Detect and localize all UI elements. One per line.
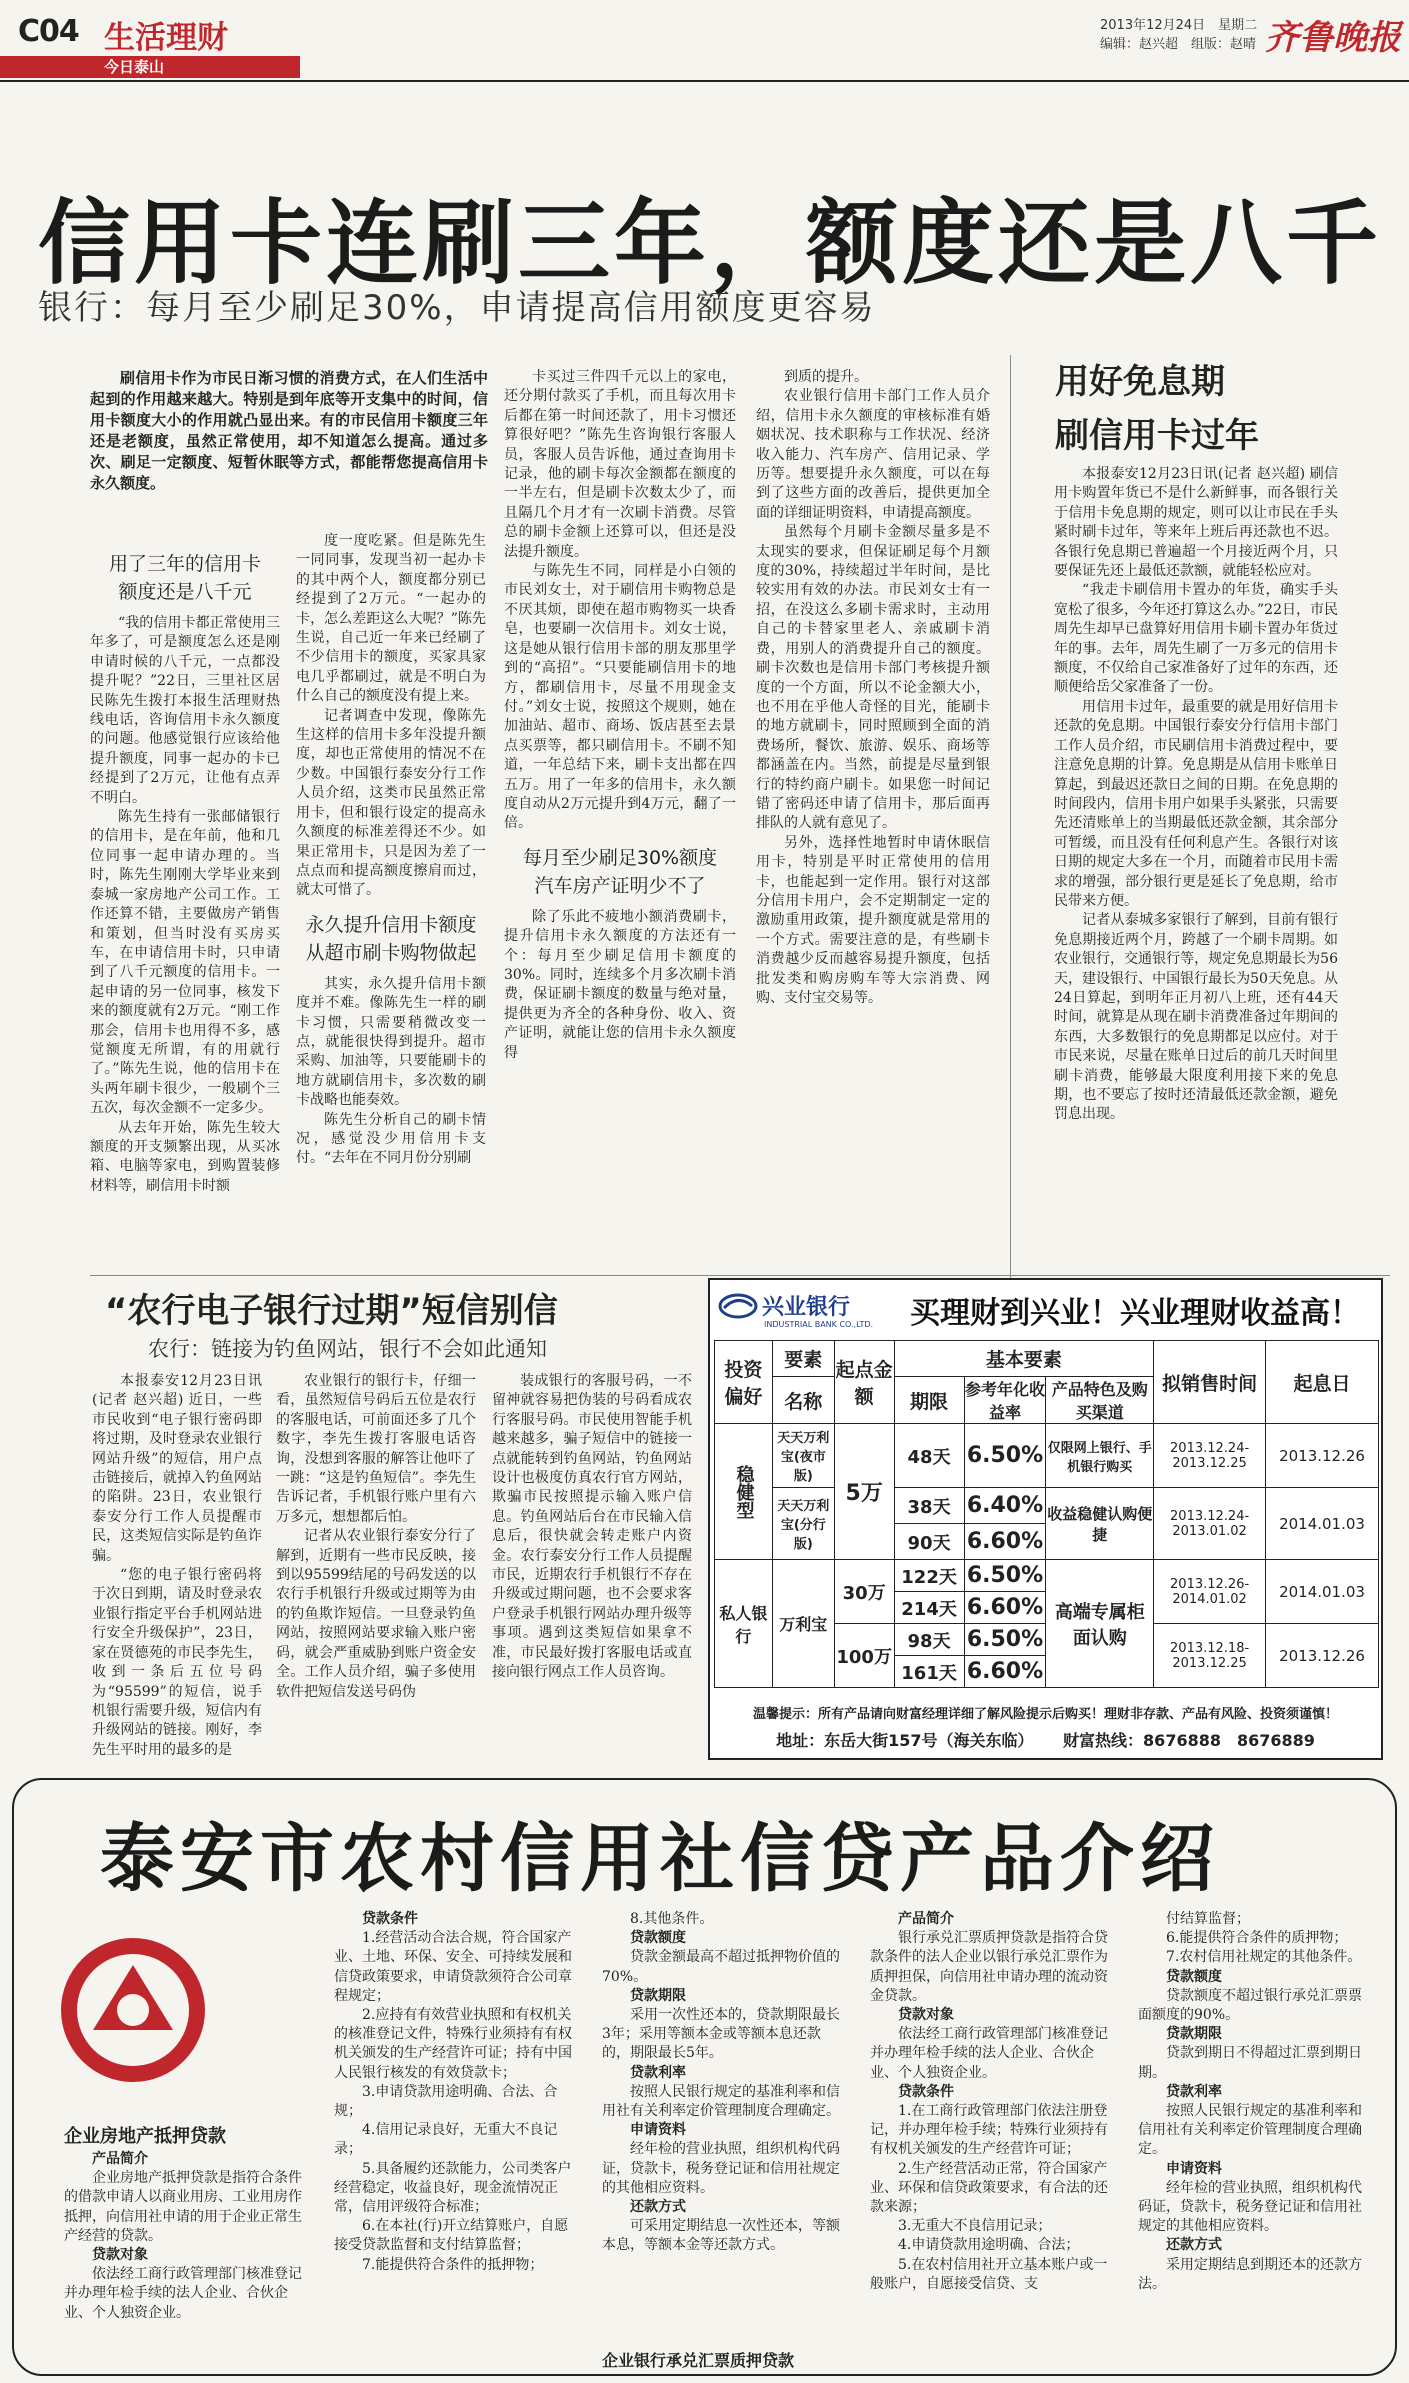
row-period: 38天 bbox=[894, 1488, 964, 1524]
a2-col2-body bbox=[276, 1372, 476, 1702]
subheading: 贷款额度 bbox=[630, 1930, 686, 1947]
paragraph: 可采用定期结息一次性还本，等额本息，等额本金等还款方式。 bbox=[602, 2218, 840, 2254]
article2-title: “农行电子银行过期”短信别信 bbox=[105, 1291, 558, 1331]
paragraph: 7.农村信用社规定的其他条件。 bbox=[1166, 1949, 1362, 1966]
paragraph: 2.生产经营活动正常，符合国家产业、环保和信贷政策要求，有合法的还款来源； bbox=[870, 2160, 1108, 2216]
ad-contact bbox=[710, 1728, 1381, 1751]
article1-subtitle: 银行：每月至少刷足30%，申请提高信用额度更容易 bbox=[38, 288, 876, 328]
paragraph: 陈先生持有一张邮储银行的信用卡，是在年前，他和几位同事一起申请办理的。当时，陈先生刚刚大学毕业来到泰城一家房地产公司工作。工作还算不错，主要做房产销售和策划，但当时没有买房买车，在申请信用卡时，只申请到了八千元额度的信用卡。一起申请的另一位同事，核发下来的额度就有2万元。“刚工作那会，信用卡也用得不多，感觉额度无所谓，有的用就行了。”陈先生说，他的信用卡在头两年刷卡很少，一般刷个三五次，每次金额不一定多少。 bbox=[90, 809, 280, 1117]
row-period: 48天 bbox=[894, 1424, 964, 1488]
row-rate: 6.60% bbox=[964, 1524, 1046, 1560]
paragraph: 按照人民银行规定的基准利率和信用社有关利率定价管理制度合理确定。 bbox=[602, 2083, 840, 2120]
paragraph: 付结算监督； bbox=[1166, 1911, 1250, 1927]
subheading: 贷款对象 bbox=[898, 2007, 954, 2024]
row-period: 214天 bbox=[894, 1592, 964, 1624]
subsection-label: 今日泰山 bbox=[104, 58, 165, 76]
paragraph: 依法经工商行政管理部门核准登记并办理年检手续的法人企业、合伙企业、个人独资企业。 bbox=[870, 2026, 1108, 2081]
b-col3-body bbox=[602, 1910, 848, 2256]
subheading: 还款方式 bbox=[1166, 2237, 1222, 2254]
bank-name: 兴业银行 bbox=[762, 1295, 851, 1320]
paragraph: 从去年开始，陈先生较大额度的开支频繁出现，从买冰箱、电脑等家电，到购置装修材料等，刷信用卡时额 bbox=[90, 1119, 280, 1194]
subheading: 贷款利率 bbox=[1166, 2083, 1222, 2100]
paragraph: 贷款额度不超过银行承兑汇票票面额度的90%。 bbox=[1138, 1987, 1362, 2024]
row-sale: 2013.12.26-2014.01.02 bbox=[1154, 1560, 1266, 1624]
ad-hotline: 财富热线：8676888 8676889 bbox=[1063, 1731, 1315, 1750]
row-period: 98天 bbox=[894, 1624, 964, 1656]
subheading: 贷款条件 bbox=[898, 2083, 954, 2100]
bank-logo-icon bbox=[718, 1292, 758, 1320]
bottom-col2 bbox=[334, 1910, 580, 2370]
table-row bbox=[715, 1560, 1379, 1592]
th-name: 名称 bbox=[772, 1377, 834, 1424]
th-sale: 拟销售时间 bbox=[1154, 1341, 1266, 1424]
paragraph: 6.在本社(行)开立结算账户，自愿接受贷款监督和支付结算监督； bbox=[334, 2218, 569, 2254]
side-article-body bbox=[1054, 465, 1338, 1280]
article2-subtitle: 农行：链接为钓鱼网站，银行不会如此通知 bbox=[148, 1337, 547, 1361]
bottom-col3 bbox=[602, 1910, 848, 2350]
col3-body bbox=[504, 368, 736, 834]
paragraph: 贷款到期日不得超过汇票到期日期。 bbox=[1138, 2045, 1362, 2081]
lead-text: 刷信用卡作为市民日渐习惯的消费方式，在人们生活中起到的作用越来越大。特别是到年底等开支集中的时间，信用卡额度大小的作用就凸显出来。有的市民信用卡额度三年还是老额度，虽然正常使用，却不知道怎么提高。通过多次、刷足一定额度、短暂休眠等方式，都能帮您提高信用卡永久额度。 bbox=[90, 369, 488, 492]
ad-slogan: 买理财到兴业！兴业理财收益高！ bbox=[910, 1296, 1360, 1331]
th-basic: 基本要素 bbox=[894, 1341, 1154, 1377]
subheading: 贷款条件 bbox=[362, 1911, 418, 1927]
paragraph: “我走卡刷信用卡置办的年货，确实手头宽松了很多，今年还打算这么办。”22日，市民周先生却早已盘算好用信用卡刷卡置办年货过年的事。去年，周先生刷了一万多元的信用卡额度，不仅给自己家准备好了过年的东西，还顺便给岳父家准备了一份。 bbox=[1054, 582, 1338, 696]
paragraph: 本报泰安12月23日讯(记者 赵兴超) 近日，一些市民收到“电子银行密码即将过期，及时登录农业银行网站升级”的短信，用户点击链接后，就掉入钓鱼网站的陷阱。23日，农业银行泰安分行工作人员提醒市民，这类短信实际是钓鱼诈骗。 bbox=[92, 1373, 262, 1564]
article1-subhead1: 用了三年的信用卡 额度还是八千元 bbox=[108, 553, 261, 603]
paragraph: 3.申请贷款用途明确、合法、合规； bbox=[334, 2083, 558, 2120]
side-article-title: 用好免息期 刷信用卡过年 bbox=[1055, 362, 1259, 456]
product1-label: 企业房地产抵押贷款 bbox=[64, 2126, 226, 2147]
col1-body bbox=[90, 614, 280, 1196]
paragraph: 经年检的营业执照，组织机构代码证，贷款卡，税务登记证和信用社规定的其他相应资料。 bbox=[1138, 2179, 1362, 2235]
paragraph: 装成银行的客服号码，一不留神就容易把伪装的号码看成农行客服号码。市民使用智能手机越来越多，骗子短信中的链接一点就能转到钓鱼网站，钓鱼网站设计也极度仿真农行官方网站，欺骗市民按照提示输入账户信息。钓鱼网站后台在市民输入信息后，很快就会转走账户内资金。农行泰安分行工作人员提醒市民，近期农行手机银行不存在升级或过期问题，也不会要求客户登录手机银行网站办理升级等事项。遇到这类短信如果拿不准，市民最好拨打客服电话或直接向银行网点工作人员咨询。 bbox=[492, 1373, 692, 1681]
paragraph: 1.在工商行政管理部门依法注册登记，并办理年检手续；特殊行业须持有有权机关颁发的生产经营许可证； bbox=[870, 2103, 1108, 2158]
table-row bbox=[715, 1488, 1379, 1524]
paragraph: 1.经营活动合法合规，符合国家产业、土地、环保、安全、可持续发展和信贷政策要求，申请贷款须符合公司章程规定； bbox=[334, 1930, 572, 2004]
row-date: 2013.12.26 bbox=[1266, 1424, 1379, 1488]
private-name: 万利宝 bbox=[772, 1560, 834, 1688]
paragraph: 农业银行的银行卡，仔细一看，虽然短信号码后五位是农行的客服电话，可前面还多了几个数字，李先生拨打客服电话咨询，没想到客服的解答让他吓了一跳：“这是钓鱼短信”。李先生告诉记者，手机银行账户里有六万多元，想想都后怕。 bbox=[276, 1373, 476, 1525]
row-date: 2014.01.03 bbox=[1266, 1560, 1379, 1624]
row-date: 2013.12.26 bbox=[1266, 1624, 1379, 1688]
article1-lead bbox=[90, 368, 488, 494]
paragraph: 3.无重大不良信用记录； bbox=[898, 2218, 1052, 2235]
row-rate: 6.60% bbox=[964, 1592, 1046, 1624]
paragraph: 记者从农业银行泰安分行了解到，近期有一些市民反映，接到以95599结尾的号码发送的以农行手机银行升级或过期等为由的钓鱼欺诈短信。一旦登录钓鱼网站，按照网站要求输入账户密码，就会严重威胁到账户资金安全。工作人员介绍，骗子多使用软件把短信发送号码伪 bbox=[276, 1528, 476, 1700]
row-rate: 6.50% bbox=[964, 1624, 1046, 1656]
section-divider bbox=[90, 1275, 1390, 1276]
paragraph: 除了乐此不疲地小额消费刷卡，提升信用卡永久额度的方法还有一个：每月至少刷足信用卡额度的30%。同时，连续多个月多次刷卡消费，保证刷卡额度的数量与绝对量，提供更为齐全的各种身份、收入、资产证明，就能让您的信用卡永久额度得 bbox=[504, 908, 736, 1061]
paragraph: 陈先生分析自己的刷卡情况，感觉没少用信用卡支付。“去年在不同月份分别刷 bbox=[296, 1111, 486, 1167]
paragraph: 虽然每个月刷卡金额尽量多是不太现实的要求，但保证刷足每个月额度的30%，持续超过半年时间，是比较实用有效的办法。市民刘女士有一招，在没这么多刷卡需求时，主动用自己的卡替家里老人、亲戚刷卡消费，用别人的消费提升自己的额度。刷卡次数也是信用卡部门考核提升额度的一个方面，所以不论金额大小，也不用在乎他人奇怪的目光，能刷卡的地方就刷卡，同时照顾到全面的消费场所，餐饮、旅游、娱乐、商场等都涵盖在内。当然，前提是尽量到银行的特约商户刷卡。如果您一时间记错了密码还申请了信用卡，那后面再排队的人就有意见了。 bbox=[756, 524, 990, 832]
th-period: 期限 bbox=[894, 1377, 964, 1424]
article1-subhead3: 每月至少刷足30%额度 汽车房产证明少不了 bbox=[522, 846, 718, 897]
row-feature: 高端专属柜面认购 bbox=[1046, 1560, 1154, 1688]
paragraph: “我的信用卡都正常使用三年多了，可是额度怎么还是刚申请时候的八千元，一点都没提升呢？”22日，三里社区居民陈先生拨打本报生活理财热线电话，咨询信用卡永久额度的问题。他感觉银行应该给他提升额度，同事一起办的卡已经提到了2万元，让他有点弄不明白。 bbox=[90, 615, 280, 806]
paragraph: 卡买过三件四千元以上的家电，还分期付款买了手机，而且每次用卡后都在第一时间还款了，用卡习惯还算很好吧？”陈先生咨询银行客服人员，客服人员告诉他，通过查询用卡记录，他的刷卡每次金额都在额度的一半左右，但是刷卡次数太少了，而且隔几个月才有一次刷卡消费。尽管总的刷卡金额上还算可以，但还是没法提升额度。 bbox=[504, 369, 736, 560]
subheading: 产品简介 bbox=[898, 1911, 954, 1927]
row-feature: 收益稳健认购便捷 bbox=[1046, 1488, 1154, 1560]
paragraph: 到质的提升。 bbox=[784, 369, 868, 385]
paragraph: 6.能提供符合条件的质押物； bbox=[1166, 1930, 1348, 1947]
row-rate: 6.40% bbox=[964, 1488, 1046, 1524]
subheading: 产品简介 bbox=[92, 2151, 148, 2167]
row-sale: 2013.12.24-2013.12.25 bbox=[1154, 1424, 1266, 1488]
subheading: 申请资料 bbox=[1166, 2160, 1222, 2177]
article1-col1 bbox=[90, 540, 280, 1280]
paragraph: 用信用卡过年，最重要的就是用好信用卡还款的免息期。中国银行泰安分行信用卡部门工作人员介绍，市民刷信用卡消费过程中，要注意免息期的计算。免息期是从信用卡账单日算起，到最迟还款日之间的日期。在免息期的时间段内，信用卡用户如果手头紧张，只需要先还清账单上的当期最低还款金额，其余部分可暂缓，而且没有任何利息产生。各银行对该日期的规定大多在一个月，而随着市民用卡需求的增强，部分银行更是延长了免息期，给市民带来方便。 bbox=[1054, 698, 1338, 909]
subsection-bar bbox=[0, 56, 300, 78]
credit-union-logo-icon bbox=[58, 1935, 208, 2085]
article2-col1 bbox=[92, 1372, 262, 1772]
paragraph: 4.信用记录良好，无重大不良记录； bbox=[334, 2122, 558, 2158]
subheading: 申请资料 bbox=[630, 2122, 686, 2139]
paragraph: 8.其他条件。 bbox=[630, 1911, 714, 1927]
paragraph: 企业房地产抵押贷款是指符合条件的借款申请人以商业用房、工业用房作抵押，向信用社申请的用于企业正常生产经营的贷款。 bbox=[64, 2170, 302, 2244]
col2-body bbox=[296, 532, 486, 901]
paragraph: 与陈先生不同，同样是小白领的市民刘女士，对于刷信用卡购物总是不厌其烦，即使在超市购物买一块香皂，也要刷一次信用卡。刘女士说，这是她从银行信用卡部的朋友那里学到的“高招”。“只要能刷信用卡的地方，都刷信用卡，尽量不用现金支付。”刘女士说，按照这个规则，她在加油站、超市、商场、饭店甚至去景点买票等，都只刷信用卡。不刷不知道，一年总结下来，刷卡支出都在四五万。用了一年多的信用卡，永久额度自动从2万元提升到4万元，翻了一倍。 bbox=[504, 563, 736, 832]
newspaper-logo: 齐鲁晚报 bbox=[1265, 18, 1401, 58]
row-period: 161天 bbox=[894, 1656, 964, 1688]
section-title: 生活理财 bbox=[104, 20, 228, 56]
credit-union-title: 泰安市农村信用社信贷产品介绍 bbox=[100, 1816, 1220, 1902]
b-col4-body bbox=[870, 1910, 1116, 2294]
paragraph: 7.能提供符合条件的抵押物； bbox=[362, 2256, 544, 2273]
th-feature: 产品特色及购买渠道 bbox=[1046, 1377, 1154, 1424]
row-name: 天天万利宝(分行版) bbox=[772, 1488, 834, 1560]
paragraph: 按照人民银行规定的基准利率和信用社有关利率定价管理制度合理确定。 bbox=[1138, 2103, 1362, 2158]
paragraph: 记者从泰城多家银行了解到，目前有银行免息期接近两个月，跨越了一个刷卡周期。如农业银行，交通银行等，规定免息期最长为56天，建设银行、中国银行最长为50天免息。从24日算起，到明年正月初八上班，还有44天时间，就算是从现在刷卡消费准备过年期间的东西，大多数银行的免息期都足以应付。对于市民来说，尽量在账单日过后的前几天时间里刷卡消费，能够最大限度利用接下来的免息期，也不要忘了按时还清最低还款金额，避免罚息出现。 bbox=[1054, 912, 1338, 1123]
paragraph: 采用定期结息到期还本的还款方法。 bbox=[1138, 2256, 1362, 2292]
row-period: 122天 bbox=[894, 1560, 964, 1592]
th-rate: 参考年化收益率 bbox=[964, 1377, 1046, 1424]
a2-col3-body bbox=[492, 1372, 692, 1683]
article1-col3 bbox=[504, 368, 736, 1280]
paragraph: 经年检的营业执照，组织机构代码证，贷款卡，税务登记证和信用社规定的其他相应资料。 bbox=[602, 2141, 840, 2196]
th-start: 起点金额 bbox=[834, 1341, 894, 1424]
pref-steady: 稳健型 bbox=[715, 1424, 773, 1560]
paragraph: 5.具备履约还款能力，公司类客户经营稳定，收益良好，现金流情况正常，信用评级符合标准； bbox=[334, 2160, 572, 2216]
article1-col2 bbox=[296, 532, 486, 1280]
header-divider bbox=[0, 80, 1409, 82]
article1-subhead2: 永久提升信用卡额度 从超市刷卡购物做起 bbox=[305, 913, 477, 964]
row-period: 90天 bbox=[894, 1524, 964, 1560]
table-row bbox=[715, 1424, 1379, 1488]
article2-col2 bbox=[276, 1372, 476, 1772]
subheading: 贷款期限 bbox=[1166, 2026, 1222, 2043]
row-amount: 100万 bbox=[834, 1624, 894, 1688]
column-divider bbox=[1010, 355, 1011, 1280]
pref-private: 私人银行 bbox=[715, 1560, 773, 1688]
paragraph: 5.在农村信用社开立基本账户或一般账户，自愿接受信贷、支 bbox=[870, 2256, 1108, 2292]
row-name: 天天万利宝(夜市版) bbox=[772, 1424, 834, 1488]
article1-col4 bbox=[756, 368, 990, 1280]
article2-col3 bbox=[492, 1372, 692, 1772]
th-date: 起息日 bbox=[1266, 1341, 1379, 1424]
row-sale: 2013.12.18-2013.12.25 bbox=[1154, 1624, 1266, 1688]
bottom-col5 bbox=[1138, 1910, 1368, 2370]
paragraph: “您的电子银行密码将于次日到期，请及时登录农业银行指定平台手机网站进行安全升级保护”，23日，家在贤德苑的市民李先生，收到一条后五位号码为“95599”的短信，说手机银行需要升级，短信内有升级网站的链接。刚好，李先生平时用的最多的是 bbox=[92, 1567, 262, 1758]
row-feature: 仅限网上银行、手机银行购买 bbox=[1046, 1424, 1154, 1488]
b-col2-body bbox=[334, 1910, 580, 2275]
a2-col1-body bbox=[92, 1372, 262, 1760]
paragraph: 依法经工商行政管理部门核准登记并办理年检手续的法人企业、合伙企业、个人独资企业。 bbox=[64, 2266, 302, 2321]
article1-title: 信用卡连刷三年，额度还是八千 bbox=[38, 190, 1383, 297]
paragraph: 其实，永久提升信用卡额度并不难。像陈先生一样的刷卡习惯，只需要稍微改变一点，就能很快得到提升。超市采购、加油等，只要能刷卡的地方就刷信用卡，多次数的刷卡战略也能奏效。 bbox=[296, 975, 486, 1109]
row-date: 2014.01.03 bbox=[1266, 1488, 1379, 1560]
product2-label: 企业银行承兑汇票质押贷款 bbox=[602, 2351, 795, 2370]
col2b-body bbox=[296, 975, 486, 1169]
wealth-product-table bbox=[714, 1340, 1379, 1688]
th-pref: 投资偏好 bbox=[715, 1341, 773, 1424]
col3b-body bbox=[504, 908, 736, 1063]
page-code: C04 bbox=[18, 14, 79, 49]
row-rate: 6.50% bbox=[964, 1560, 1046, 1592]
issue-date: 2013年12月24日 星期二 bbox=[1100, 18, 1258, 33]
paragraph: 贷款金额最高不超过抵押物价值的70%。 bbox=[602, 1949, 840, 1985]
row-rate: 6.60% bbox=[964, 1656, 1046, 1688]
paragraph: 2.应持有有效营业执照和有权机关的核准登记文件，特殊行业须持有有权机关颁发的生产经营许可证；持有中国人民银行核发的有效贷款卡； bbox=[334, 2007, 572, 2081]
header-meta bbox=[1100, 16, 1257, 54]
col4-body bbox=[756, 368, 990, 1008]
paragraph: 银行承兑汇票质押贷款是指符合贷款条件的法人企业以银行承兑汇票作为质押担保，向信用社申请办理的流动资金贷款。 bbox=[870, 1930, 1108, 2004]
row-rate: 6.50% bbox=[964, 1424, 1046, 1488]
row-amount: 30万 bbox=[834, 1560, 894, 1624]
side-body bbox=[1054, 465, 1338, 1125]
ad-address: 地址：东岳大街157号（海关东临） bbox=[776, 1731, 1026, 1750]
paragraph: 另外，选择性地暂时申请休眠信用卡，特别是平时正常使用的信用卡，也能起到一定作用。银行对这部分信用卡用户，会不定期制定一定的激励重用政策，提升额度就是常用的一个方式。需要注意的是，有些刷卡消费越少反而越容易提升额度，包括批发类和购房购车等大宗消费、网购、支付宝交易等。 bbox=[756, 834, 990, 1006]
paragraph: 采用一次性还本的，贷款期限最长3年；采用等额本金或等额本息还款的，期限最长5年。 bbox=[602, 2007, 840, 2062]
subheading: 贷款利率 bbox=[630, 2064, 686, 2081]
paragraph: 记者调查中发现，像陈先生这样的信用卡多年没提升额度，却也正常使用的情况不在少数。中国银行泰安分行工作人员介绍，这类市民虽然正常用卡，但和银行设定的提高永久额度的标准差得还不少。如果正常用卡，只是因为差了一点点而和提高额度擦肩而过，就太可惜了。 bbox=[296, 707, 486, 899]
subheading: 贷款对象 bbox=[92, 2247, 148, 2264]
row-sale: 2013.12.24-2013.01.02 bbox=[1154, 1488, 1266, 1560]
bottom-col4 bbox=[870, 1910, 1116, 2370]
subheading: 还款方式 bbox=[630, 2199, 686, 2216]
subheading: 贷款额度 bbox=[1166, 1968, 1222, 1985]
th-elem: 要素 bbox=[772, 1341, 834, 1377]
bottom-col1 bbox=[64, 2150, 312, 2370]
subheading: 贷款期限 bbox=[630, 1987, 686, 2004]
paragraph: 农业银行信用卡部门工作人员介绍，信用卡永久额度的审核标准有婚姻状况、技术职称与工作状况、经济收入能力、汽车房产、信用记录、学历等。想要提升永久额度，可以在每到了这些方面的改善后，提供更加全面的详细证明资料，申请提高额度。 bbox=[756, 388, 990, 521]
ad-notice: 温馨提示：所有产品请向财富经理详细了解风险提示后购买！理财非存款、产品有风险、投资须谨慎！ bbox=[752, 1707, 1338, 1722]
paragraph: 4.申请贷款用途明确、合法； bbox=[898, 2237, 1080, 2254]
b-col5-body bbox=[1138, 1910, 1368, 2294]
bank-advertisement bbox=[708, 1278, 1383, 1760]
editors: 编辑：赵兴超 组版：赵晴 bbox=[1100, 37, 1257, 52]
row-amount: 5万 bbox=[834, 1424, 894, 1560]
b-col1-body bbox=[64, 2150, 312, 2323]
bank-name-en: INDUSTRIAL BANK CO.,LTD. bbox=[764, 1320, 874, 1329]
paragraph: 本报泰安12月23日讯(记者 赵兴超) 刷信用卡购置年货已不是什么新鲜事，而各银行关于信用卡免息期的规定，则可以让市民在手头紧时刷卡过年，等来年上班后再还款也不迟。各银行免息期已普遍超一个月接近两个月，只要保证先还上最低还款额，就能轻松应对。 bbox=[1054, 466, 1338, 580]
paragraph: 度一度吃紧。但是陈先生一同同事，发现当初一起办卡的其中两个人，额度都分别已经提到了2万元。“一起办的卡，怎么差距这么大呢？”陈先生说，自己近一年来已经刷了不少信用卡的额度，买家具家电几乎都刷过，就是不明白为什么自己的额度没有提上来。 bbox=[296, 533, 486, 705]
